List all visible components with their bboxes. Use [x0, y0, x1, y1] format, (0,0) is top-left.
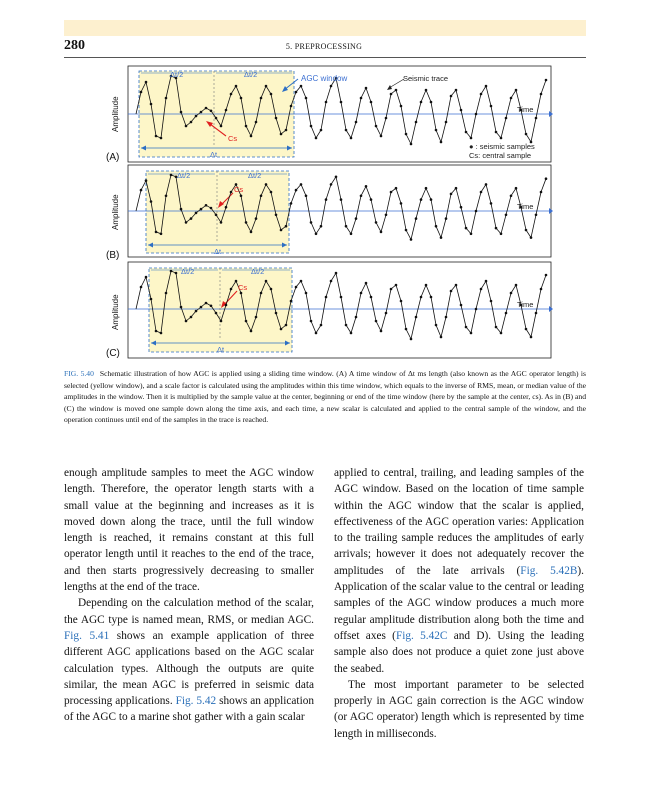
sample-point	[505, 214, 508, 217]
sample-point	[535, 312, 538, 315]
sample-point	[475, 113, 478, 116]
sample-point	[270, 288, 273, 291]
time-label: Time	[517, 300, 534, 309]
y-axis-label: Amplitude	[111, 294, 120, 330]
sample-point	[340, 198, 343, 201]
sample-point	[510, 292, 513, 295]
sample-point	[275, 117, 278, 120]
sample-point	[160, 332, 163, 335]
sample-point	[190, 217, 193, 220]
sample-point	[300, 85, 303, 88]
sample-point	[395, 89, 398, 92]
half-window-label: Δt/2	[177, 171, 191, 180]
sample-point	[255, 316, 258, 319]
figure-link[interactable]: Fig. 5.41	[64, 629, 110, 642]
sample-point	[435, 225, 438, 228]
sample-point	[320, 324, 323, 327]
sample-point	[515, 89, 518, 92]
agc-window-label: AGC window	[301, 74, 348, 83]
sample-point	[510, 195, 513, 198]
sample-point	[400, 202, 403, 205]
sample-point	[530, 236, 533, 239]
sample-point	[320, 129, 323, 132]
sample-point	[410, 238, 413, 241]
sample-point	[380, 330, 383, 333]
sample-point	[265, 183, 268, 186]
half-window-label: Δt/2	[251, 267, 265, 276]
legend-central: Cs: central sample	[469, 151, 532, 160]
sample-point	[355, 316, 358, 319]
sample-point	[150, 298, 153, 301]
sample-point	[370, 101, 373, 104]
sample-point	[350, 332, 353, 335]
sample-point	[425, 89, 428, 92]
sample-point	[360, 195, 363, 198]
sample-point	[390, 191, 393, 194]
sample-point	[220, 320, 223, 323]
sample-point	[415, 316, 418, 319]
sample-point	[280, 328, 283, 331]
sample-point	[195, 115, 198, 118]
sample-point	[365, 87, 368, 90]
sample-point	[270, 93, 273, 96]
figure-caption	[64, 368, 586, 426]
sample-point	[355, 121, 358, 124]
sample-point	[170, 270, 173, 273]
sample-point	[345, 225, 348, 228]
sample-point	[455, 284, 458, 287]
sample-point	[335, 176, 338, 179]
sample-point	[315, 137, 318, 140]
sample-point	[185, 221, 188, 224]
panel-label: (C)	[106, 348, 120, 359]
sample-point	[265, 85, 268, 88]
sample-point	[480, 288, 483, 291]
sample-point	[145, 276, 148, 279]
figure-label: FIG. 5.40	[64, 369, 94, 378]
sample-point	[205, 302, 208, 305]
sample-point	[330, 280, 333, 283]
seismic-trace-label: Seismic trace	[403, 74, 449, 83]
sample-point	[340, 296, 343, 299]
sample-point	[405, 133, 408, 136]
sample-point	[345, 324, 348, 327]
sample-point	[335, 272, 338, 275]
sample-point	[200, 306, 203, 309]
sample-point	[160, 137, 163, 140]
sample-point	[260, 195, 263, 198]
sample-point	[425, 187, 428, 190]
half-window-label: Δt/2	[170, 70, 184, 79]
sample-point	[265, 280, 268, 283]
sample-point	[410, 143, 413, 146]
sample-point	[485, 183, 488, 186]
sample-point	[545, 274, 548, 277]
sample-point	[480, 191, 483, 194]
sample-point	[305, 292, 308, 295]
sample-point	[435, 324, 438, 327]
sample-point	[330, 183, 333, 186]
sample-point	[325, 198, 328, 201]
sample-point	[300, 280, 303, 283]
sample-point	[320, 225, 323, 228]
sample-point	[490, 105, 493, 108]
sample-point	[165, 195, 168, 198]
sample-point	[310, 125, 313, 128]
sample-point	[350, 137, 353, 140]
sample-point	[500, 233, 503, 236]
sample-point	[185, 320, 188, 323]
sample-point	[140, 91, 143, 94]
sample-point	[375, 221, 378, 224]
sample-point	[195, 310, 198, 313]
sample-point	[525, 229, 528, 232]
sample-point	[285, 225, 288, 228]
header-band	[64, 20, 586, 36]
sample-point	[450, 95, 453, 98]
sample-point	[495, 131, 498, 134]
sample-point	[465, 326, 468, 329]
sample-point	[460, 304, 463, 307]
sample-point	[215, 117, 218, 120]
sample-point	[240, 195, 243, 198]
sample-point	[350, 233, 353, 236]
caption-text: Schematic illustration of how AGC is applied using a sliding time window. (A) A time window of Δt ms length (also known as the AGC operator length) is selected (yellow window), and a scale factor is calculated using the amplitudes within this time window, which equals to the inverse of RMS, mean, or median value of the amplitudes in the window. Then it is multiplied by the sample value at the center, beginning or end of the time window (here by the sample at the center, cs). As in (B) and (C) the window is moved one sample down along the time axis, and each time, a new scalar is calculated and applied to the central sample of the window, and the operation continues until end of the samples in the trace is reached.	[64, 369, 586, 425]
sample-point	[485, 280, 488, 283]
sample-point	[515, 284, 518, 287]
sample-point	[505, 117, 508, 120]
sample-point	[390, 93, 393, 96]
sample-point	[355, 217, 358, 220]
sample-point	[185, 125, 188, 128]
sample-point	[165, 292, 168, 295]
sample-point	[300, 183, 303, 186]
sample-point	[440, 141, 443, 144]
sample-point	[430, 198, 433, 201]
sample-point	[420, 101, 423, 104]
sample-point	[175, 272, 178, 275]
sample-point	[385, 117, 388, 120]
half-window-label: Δt/2	[248, 171, 262, 180]
half-window-label: Δt/2	[244, 70, 258, 79]
sample-point	[525, 328, 528, 331]
agc-window-b	[146, 171, 289, 253]
sample-point	[530, 336, 533, 339]
page-number: 280	[64, 38, 85, 53]
figure-link[interactable]: Fig. 5.42	[175, 695, 217, 708]
paragraph: applied to central, trailing, and leading samples of the AGC window. Based on the location of time sample within the AGC window that the scalar is applied, effectiveness of the AGC operation varies: Application to the trailing sample reduces the amplitudes of early arrivals; however it does not adequately recover the amplitudes of the late arrivals (Fig. 5.42B). Application of the scalar value to the central or leading samples of the AGC window produces a much more regular amplitude distribution along both the time and offset axes (Fig. 5.42C and D). Using the leading sample also does not produce a quiet zone just above the seabed.	[334, 467, 584, 675]
sample-point	[545, 79, 548, 82]
panel-label: (A)	[106, 152, 120, 163]
sample-point	[230, 191, 233, 194]
cs-label: Cs	[234, 185, 244, 194]
sample-point	[210, 305, 213, 308]
y-axis-label: Amplitude	[111, 96, 120, 132]
sample-point	[345, 129, 348, 132]
sample-point	[485, 85, 488, 88]
sample-point	[445, 121, 448, 124]
sample-point	[250, 135, 253, 138]
sample-point	[395, 187, 398, 190]
sample-point	[225, 109, 228, 112]
agc-window-c	[149, 268, 292, 352]
sample-point	[410, 338, 413, 341]
sample-point	[155, 135, 158, 138]
sample-point	[180, 208, 183, 211]
sample-point	[540, 93, 543, 96]
sample-point	[290, 105, 293, 108]
sample-point	[215, 214, 218, 217]
sample-point	[450, 193, 453, 196]
sample-point	[535, 117, 538, 120]
sample-point	[420, 198, 423, 201]
sample-point	[155, 330, 158, 333]
sample-point	[145, 179, 148, 182]
sample-point	[385, 312, 388, 315]
sample-point	[235, 280, 238, 283]
cs-label: Cs	[238, 283, 248, 292]
sample-point	[305, 97, 308, 100]
sample-point	[465, 131, 468, 134]
paragraph: Depending on the calculation method of the scalar, the AGC type is named mean, RMS, or median AGC. Fig. 5.41 shows an example application of three different AGC applications based on the AGC scalar calculation types. Although the outputs are quite similar, the mean AGC is preferred in seismic data processing applications. Fig. 5.42 shows an application of the AGC to a marine shot gather with a gain scalar	[64, 597, 315, 724]
figure-link[interactable]: Fig. 5.42B	[520, 564, 578, 577]
sample-point	[445, 217, 448, 220]
sample-point	[360, 292, 363, 295]
sample-point	[495, 227, 498, 230]
sample-point	[305, 195, 308, 198]
sample-point	[480, 93, 483, 96]
sample-point	[170, 174, 173, 177]
left-column	[64, 465, 314, 726]
sample-point	[270, 191, 273, 194]
sample-point	[195, 212, 198, 215]
sample-point	[290, 202, 293, 205]
sample-point	[540, 288, 543, 291]
sample-point	[250, 330, 253, 333]
sample-point	[295, 286, 298, 289]
sample-point	[425, 284, 428, 287]
sample-point	[415, 217, 418, 220]
sample-point	[535, 214, 538, 217]
sample-point	[230, 288, 233, 291]
sample-point	[380, 135, 383, 138]
sample-point	[255, 121, 258, 124]
sample-point	[475, 210, 478, 213]
sample-point	[220, 221, 223, 224]
sample-point	[285, 129, 288, 132]
sample-point	[455, 89, 458, 92]
sample-point	[545, 177, 548, 180]
sample-point	[150, 200, 153, 203]
sample-point	[430, 296, 433, 299]
sample-point	[260, 292, 263, 295]
sample-point	[255, 217, 258, 220]
sample-point	[190, 316, 193, 319]
sample-point	[245, 320, 248, 323]
header-rule	[64, 57, 586, 58]
figure-decor	[128, 66, 553, 358]
sample-point	[500, 137, 503, 140]
sample-point	[430, 101, 433, 104]
sample-point	[415, 121, 418, 124]
sample-point	[440, 236, 443, 239]
sample-point	[515, 187, 518, 190]
sample-point	[365, 185, 368, 188]
sample-point	[220, 125, 223, 128]
sample-point	[150, 103, 153, 106]
sample-point	[475, 308, 478, 311]
sample-point	[240, 292, 243, 295]
sample-point	[510, 97, 513, 100]
sample-point	[405, 328, 408, 331]
sample-point	[275, 214, 278, 217]
sample-point	[295, 189, 298, 192]
sample-point	[245, 125, 248, 128]
y-axis-label: Amplitude	[111, 194, 120, 230]
sample-point	[470, 332, 473, 335]
sample-point	[400, 105, 403, 108]
sample-point	[365, 282, 368, 285]
sample-point	[340, 101, 343, 104]
paragraph: The most important parameter to be selected properly in AGC gain correction is the AGC window (or AGC operator) length which is represented by time length in milliseconds.	[334, 678, 584, 740]
sample-point	[250, 231, 253, 234]
cs-label: Cs	[228, 134, 238, 143]
sample-point	[360, 97, 363, 100]
sample-point	[370, 296, 373, 299]
sample-point	[140, 189, 143, 192]
sample-point	[370, 198, 373, 201]
sample-point	[215, 312, 218, 315]
sample-point	[180, 111, 183, 114]
half-window-label: Δt/2	[181, 267, 195, 276]
time-label: Time	[517, 202, 534, 211]
sample-point	[375, 125, 378, 128]
sample-point	[435, 129, 438, 132]
sample-point	[190, 121, 193, 124]
sample-point	[165, 97, 168, 100]
sample-point	[455, 187, 458, 190]
running-head: 5. PREPROCESSING	[285, 42, 363, 51]
sample-point	[315, 332, 318, 335]
sample-point	[180, 306, 183, 309]
sample-point	[210, 207, 213, 210]
sample-point	[440, 336, 443, 339]
sample-point	[205, 204, 208, 207]
sample-point	[385, 214, 388, 217]
time-label: Time	[517, 105, 534, 114]
sample-point	[200, 208, 203, 211]
sample-point	[505, 312, 508, 315]
sample-point	[495, 326, 498, 329]
sample-point	[245, 221, 248, 224]
sample-point	[420, 296, 423, 299]
sample-point	[295, 91, 298, 94]
sample-point	[290, 300, 293, 303]
sample-point	[260, 97, 263, 100]
sample-point	[155, 231, 158, 234]
sample-point	[490, 300, 493, 303]
sample-point	[470, 233, 473, 236]
sample-point	[225, 206, 228, 209]
sample-point	[235, 85, 238, 88]
sample-point	[225, 304, 228, 307]
sample-point	[160, 233, 163, 236]
sample-point	[500, 332, 503, 335]
sample-point	[380, 231, 383, 234]
sample-point	[140, 286, 143, 289]
sample-point	[200, 111, 203, 114]
window-label: Δt	[217, 345, 225, 354]
sample-point	[490, 202, 493, 205]
sample-point	[460, 109, 463, 112]
sample-point	[210, 110, 213, 113]
sample-point	[445, 316, 448, 319]
sample-point	[400, 300, 403, 303]
sample-point	[315, 233, 318, 236]
window-label: Δt	[214, 247, 222, 256]
panel-label: (B)	[106, 250, 120, 261]
sample-point	[280, 229, 283, 232]
sample-point	[460, 206, 463, 209]
sample-point	[310, 221, 313, 224]
agc-figure	[0, 60, 648, 365]
sample-point	[395, 284, 398, 287]
figure-link[interactable]: Fig. 5.42C	[395, 629, 448, 642]
sample-point	[450, 290, 453, 293]
sample-point	[325, 296, 328, 299]
sample-point	[280, 133, 283, 136]
sample-point	[325, 101, 328, 104]
sample-point	[330, 85, 333, 88]
sample-point	[390, 288, 393, 291]
sample-point	[470, 137, 473, 140]
sample-point	[310, 320, 313, 323]
sample-point	[275, 312, 278, 315]
sample-point	[240, 97, 243, 100]
sample-point	[465, 227, 468, 230]
sample-point	[375, 320, 378, 323]
right-column	[334, 465, 584, 742]
legend-samples: ● : seismic samples	[469, 142, 535, 151]
sample-point	[230, 93, 233, 96]
paragraph: enough amplitude samples to meet the AGC window length. Therefore, the operator length starts with a small value at the beginning and increases as it is moved down along the trace, until the full window length is reached, it remains constant at this full operator length until it reaches to the end of the trace, and then starts progressively decreasing to smaller lengths at the end of the trace.	[64, 467, 314, 594]
sample-point	[145, 81, 148, 84]
sample-point	[205, 107, 208, 110]
sample-point	[405, 229, 408, 232]
sample-point	[525, 133, 528, 136]
window-label: Δt	[210, 150, 218, 159]
sample-point	[285, 324, 288, 327]
sample-point	[540, 191, 543, 194]
